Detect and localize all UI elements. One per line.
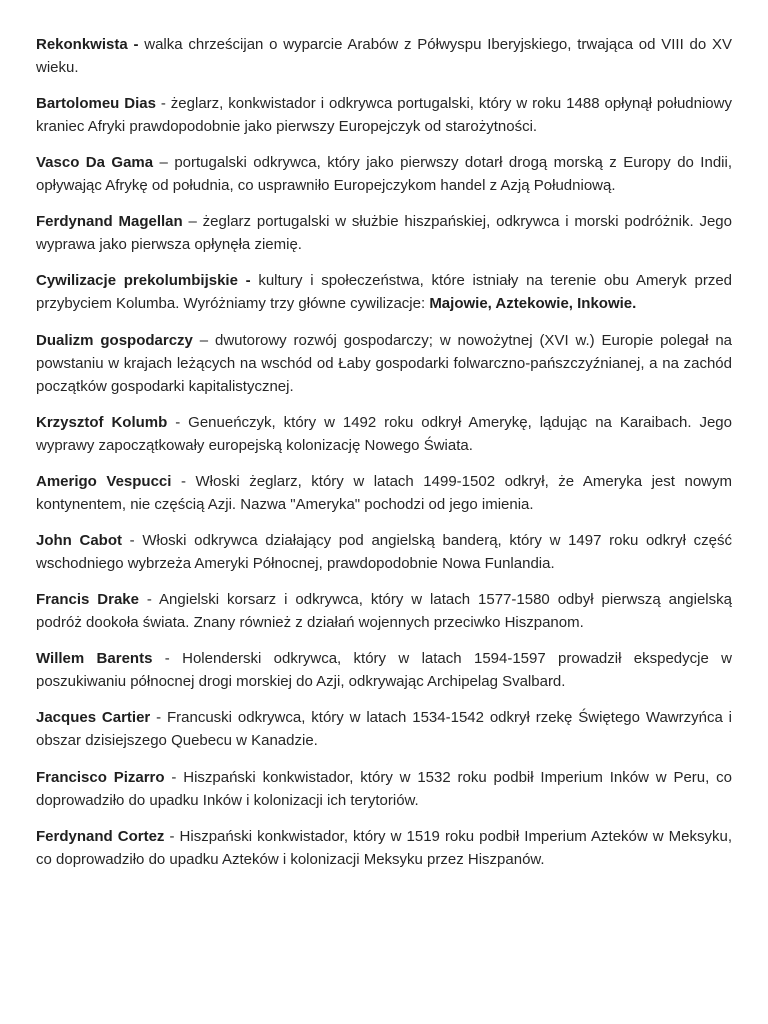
entry-cywilizacje-prekolumbijskie <box>36 269 732 315</box>
entry-john-cabot <box>36 529 732 575</box>
entry-text: - Francuski odkrywca, który w latach 1534-1542 odkrył rzekę Świętego Wawrzyńca i obszar dzisiejszego Quebecu w Kanadzie. <box>36 709 733 749</box>
entry-term: Ferdynand Magellan <box>36 213 183 230</box>
entry-text: - Hiszpański konkwistador, który w 1519 roku podbił Imperium Azteków w Meksyku, co doprowadziło do upadku Azteków i kolonizacji Meksyku przez Hiszpanów. <box>36 828 733 868</box>
entry-rekonkwista <box>36 33 732 79</box>
entry-amerigo-vespucci <box>36 470 732 516</box>
entry-term: Amerigo Vespucci <box>36 473 172 490</box>
entry-text: - żeglarz, konkwistador i odkrywca portugalski, który w roku 1488 opłynął południowy kraniec Afryki prawdopodobnie jako pierwszy Europejczyk od starożytności. <box>36 95 732 135</box>
entry-text: - Hiszpański konkwistador, który w 1532 roku podbił Imperium Inków w Peru, co doprowadziło do upadku Inków i kolonizacji ich terytoriów. <box>36 769 732 809</box>
entry-term: Krzysztof Kolumb <box>36 414 168 431</box>
entry-willem-barents <box>36 647 732 693</box>
entry-term: John Cabot <box>36 532 122 549</box>
entry-jacques-cartier <box>36 706 732 752</box>
entry-bartolomeu-dias <box>36 92 732 138</box>
entry-text: – dwutorowy rozwój gospodarczy; w nowożytnej (XVI w.) Europie polegał na powstaniu w krajach leżących na wschód od Łaby gospodarki folwarczno-pańszczyźnianej, a na zachód początków gospodarki kapitalistycznej. <box>36 332 733 395</box>
entry-text: - Włoski odkrywca działający pod angielską banderą, który w 1497 roku odkrył część wschodniego wybrzeża Ameryki Północnej, prawdopodobnie Nowa Funlandia. <box>36 532 732 572</box>
entry-term: Bartolomeu Dias <box>36 95 156 112</box>
entry-francis-drake <box>36 588 732 634</box>
entry-text: – żeglarz portugalski w służbie hiszpańskiej, odkrywca i morski podróżnik. Jego wyprawa jako pierwsza opłynęła ziemię. <box>36 213 732 253</box>
entry-term: Rekonkwista - <box>36 36 139 53</box>
entry-text: - Genueńczyk, który w 1492 roku odkrył Amerykę, lądując na Karaibach. Jego wyprawy zapoczątkowały europejską kolonizację Nowego Świata. <box>36 414 732 454</box>
entry-term: Willem Barents <box>36 650 153 667</box>
entry-text: - Holenderski odkrywca, który w latach 1594-1597 prowadził ekspedycje w poszukiwaniu północnej drogi morskiej do Azji, odkrywając Archipelag Svalbard. <box>36 650 733 690</box>
entry-text: - Włoski żeglarz, który w latach 1499-1502 odkrył, że Ameryka jest nowym kontynentem, nie częścią Azji. Nazwa "Ameryka" pochodzi od jego imienia. <box>36 473 732 513</box>
entry-text: walka chrześcijan o wyparcie Arabów z Półwyspu Iberyjskiego, trwająca od VIII do XV wieku. <box>36 36 732 76</box>
entry-term: Francis Drake <box>36 591 139 608</box>
entry-term: Cywilizacje prekolumbijskie - <box>36 272 251 289</box>
entry-vasco-da-gama <box>36 151 732 197</box>
entry-text: - Angielski korsarz i odkrywca, który w latach 1577-1580 odbył pierwszą angielską podróż dookoła świata. Znany również z działań wojennych przeciwko Hiszpanom. <box>36 591 732 631</box>
entry-term: Jacques Cartier <box>36 709 151 726</box>
entry-term: Ferdynand Cortez <box>36 828 165 845</box>
entry-term: Vasco Da Gama <box>36 154 154 171</box>
entry-text: – portugalski odkrywca, który jako pierwszy dotarł drogą morską z Europy do Indii, opływając Afrykę od południa, co usprawniło Europejczykom handel z Azją Południową. <box>36 154 732 194</box>
entry-ferdynand-cortez <box>36 825 732 871</box>
entry-krzysztof-kolumb <box>36 411 732 457</box>
entry-text: kultury i społeczeństwa, które istniały na terenie obu Ameryk przed przybyciem Kolumba. Wyróżniamy trzy główne cywilizacje: <box>36 272 732 312</box>
entry-term: Francisco Pizarro <box>36 769 165 786</box>
entry-dualizm-gospodarczy <box>36 329 732 398</box>
entry-ferdynand-magellan <box>36 210 732 256</box>
civilizations-list: Majowie, Aztekowie, Inkowie. <box>429 295 637 312</box>
entry-term: Dualizm gospodarczy <box>36 332 193 349</box>
entry-francisco-pizarro <box>36 766 732 812</box>
